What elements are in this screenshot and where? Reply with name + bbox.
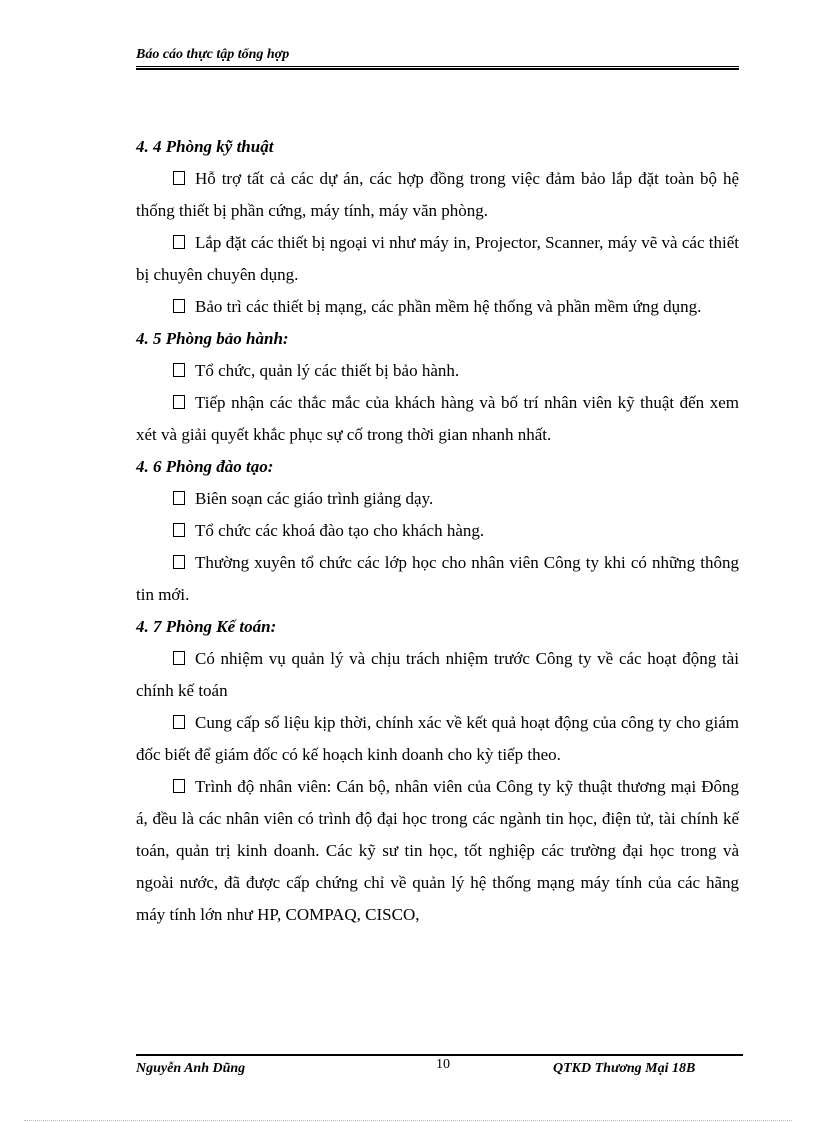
header-rule-thick xyxy=(136,68,739,70)
list-item: Tiếp nhận các thắc mắc của khách hàng và bố trí nhân viên kỹ thuật đến xem xét và giải quyết khắc phục sự cố trong thời gian nhanh nhất. xyxy=(136,393,739,444)
section-heading: 4. 4 Phòng kỹ thuật xyxy=(136,137,274,156)
bullet-box-icon xyxy=(173,715,185,729)
bullet-box-icon xyxy=(173,779,185,793)
header-rule-thin xyxy=(136,66,739,67)
list-item: Trình độ nhân viên: Cán bộ, nhân viên của Công ty kỹ thuật thương mại Đông á, đều là các nhân viên có trình độ đại học trong các ngành tin học, điện tử, tài chính kế toán, quản trị kinh doanh. Các kỹ sư tin học, tốt nghiệp các trường đại học trong và ngoài nước, đã được cấp chứng chỉ về quản lý hệ thống mạng máy tính của các hãng máy tính lớn như HP, COMPAQ, CISCO, xyxy=(136,777,739,924)
footer-author: Nguyễn Anh Dũng xyxy=(136,1061,246,1076)
bullet-box-icon xyxy=(173,363,185,377)
list-item: Có nhiệm vụ quản lý và chịu trách nhiệm trước Công ty về các hoạt động tài chính kế toán xyxy=(136,649,739,700)
page-edge-dotted-line xyxy=(24,1120,792,1121)
list-item: Bảo trì các thiết bị mạng, các phần mềm hệ thống và phần mềm ứng dụng. xyxy=(136,291,739,323)
bullet-box-icon xyxy=(173,651,185,665)
bullet-box-icon xyxy=(173,491,185,505)
document-body xyxy=(136,131,739,931)
list-item: Thường xuyên tổ chức các lớp học cho nhân viên Công ty khi có những thông tin mới. xyxy=(136,553,739,604)
footer-class: QTKD Thương Mại 18B xyxy=(553,1061,696,1076)
bullet-box-icon xyxy=(173,171,185,185)
section-heading: 4. 5 Phòng bảo hành: xyxy=(136,329,289,348)
bullet-box-icon xyxy=(173,523,185,537)
list-item: Tổ chức, quản lý các thiết bị bảo hành. xyxy=(136,355,739,387)
list-item: Lắp đặt các thiết bị ngoại vi như máy in, Projector, Scanner, máy vẽ và các thiết bị chuyên chuyên dụng. xyxy=(136,233,739,284)
bullet-box-icon xyxy=(173,555,185,569)
list-item: Cung cấp số liệu kịp thời, chính xác về kết quả hoạt động của công ty cho giám đốc biết để giám đốc có kế hoạch kinh doanh cho kỳ tiếp theo. xyxy=(136,713,739,764)
list-item: Biên soạn các giáo trình giảng dạy. xyxy=(136,483,739,515)
bullet-box-icon xyxy=(173,235,185,249)
page-number: 10 xyxy=(436,1057,450,1072)
section-heading: 4. 7 Phòng Kế toán: xyxy=(136,617,277,636)
footer-rule xyxy=(136,1054,743,1056)
header-title: Báo cáo thực tập tổng hợp xyxy=(136,47,290,62)
section-heading: 4. 6 Phòng đào tạo: xyxy=(136,457,274,476)
list-item: Tổ chức các khoá đào tạo cho khách hàng. xyxy=(136,515,739,547)
bullet-box-icon xyxy=(173,299,185,313)
bullet-box-icon xyxy=(173,395,185,409)
list-item: Hỗ trợ tất cả các dự án, các hợp đồng trong việc đảm bảo lắp đặt toàn bộ hệ thống thiết bị phần cứng, máy tính, máy văn phòng. xyxy=(136,169,739,220)
